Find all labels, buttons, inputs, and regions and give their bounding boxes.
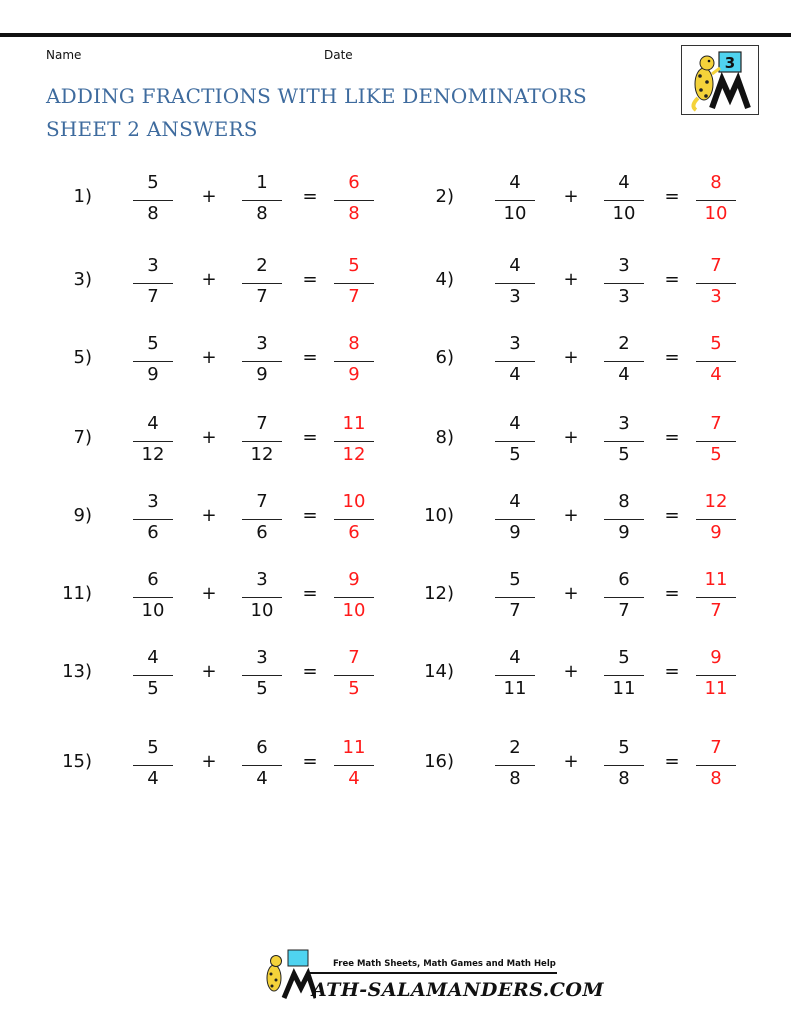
fraction-bar — [495, 765, 535, 766]
denominator: 4 — [618, 364, 630, 385]
problem-number: 3) — [73, 269, 92, 290]
numerator: 7 — [710, 413, 722, 434]
addend-fraction — [242, 567, 282, 627]
denominator: 11 — [612, 678, 636, 699]
answer-fraction — [334, 735, 374, 795]
numerator: 7 — [256, 413, 268, 434]
numerator: 5 — [147, 172, 159, 193]
addend-fraction — [133, 170, 173, 230]
answer-fraction — [334, 645, 374, 705]
equals-sign: = — [302, 583, 318, 604]
logo — [681, 45, 759, 115]
problem-number: 7) — [73, 427, 92, 448]
answer-fraction — [696, 645, 736, 705]
answer-fraction — [696, 567, 736, 627]
fraction-bar — [604, 200, 644, 201]
equals-sign: = — [302, 269, 318, 290]
fraction-bar — [604, 519, 644, 520]
fraction-bar — [604, 361, 644, 362]
denominator: 6 — [348, 522, 360, 543]
numerator: 6 — [618, 569, 630, 590]
fraction-bar — [334, 441, 374, 442]
denominator: 8 — [348, 203, 360, 224]
fraction-bar — [334, 675, 374, 676]
fraction-bar — [133, 283, 173, 284]
plus-sign: + — [563, 269, 579, 290]
numerator: 2 — [618, 333, 630, 354]
equals-sign: = — [664, 505, 680, 526]
numerator: 5 — [710, 333, 722, 354]
denominator: 8 — [256, 203, 268, 224]
numerator: 9 — [710, 647, 722, 668]
numerator: 3 — [256, 569, 268, 590]
fraction-bar — [696, 675, 736, 676]
addend-fraction — [604, 253, 644, 313]
problem-number: 14) — [424, 661, 454, 682]
numerator: 5 — [147, 737, 159, 758]
denominator: 8 — [147, 203, 159, 224]
denominator: 10 — [250, 600, 274, 621]
numerator: 4 — [147, 647, 159, 668]
addend-fraction — [133, 645, 173, 705]
plus-sign: + — [563, 427, 579, 448]
numerator: 5 — [348, 255, 360, 276]
denominator: 7 — [710, 600, 722, 621]
problem-number: 10) — [424, 505, 454, 526]
addend-fraction — [495, 489, 535, 549]
addend-fraction — [495, 331, 535, 391]
numerator: 4 — [147, 413, 159, 434]
addend-fraction — [242, 411, 282, 471]
plus-sign: + — [563, 347, 579, 368]
addend-fraction — [604, 411, 644, 471]
problem-number: 15) — [62, 751, 92, 772]
addend-fraction — [133, 567, 173, 627]
denominator: 7 — [618, 600, 630, 621]
equals-sign: = — [302, 661, 318, 682]
plus-sign: + — [563, 583, 579, 604]
equals-sign: = — [664, 661, 680, 682]
equals-sign: = — [302, 751, 318, 772]
numerator: 6 — [256, 737, 268, 758]
fraction-bar — [334, 765, 374, 766]
problem-number: 5) — [73, 347, 92, 368]
numerator: 11 — [342, 413, 366, 434]
numerator: 8 — [348, 333, 360, 354]
problem-number: 4) — [435, 269, 454, 290]
plus-sign: + — [201, 583, 217, 604]
fraction-bar — [133, 675, 173, 676]
fraction-bar — [334, 283, 374, 284]
numerator: 11 — [704, 569, 728, 590]
denominator: 10 — [141, 600, 165, 621]
answer-fraction — [696, 170, 736, 230]
denominator: 8 — [710, 768, 722, 789]
numerator: 3 — [256, 333, 268, 354]
plus-sign: + — [563, 661, 579, 682]
footer-brand: ATH-SALAMANDERS.COM — [312, 979, 604, 1001]
plus-sign: + — [201, 751, 217, 772]
addend-fraction — [604, 735, 644, 795]
denominator: 9 — [618, 522, 630, 543]
fraction-bar — [242, 361, 282, 362]
addend-fraction — [495, 170, 535, 230]
denominator: 5 — [348, 678, 360, 699]
answer-fraction — [696, 735, 736, 795]
equals-sign: = — [302, 427, 318, 448]
page-subtitle: SHEET 2 ANSWERS — [46, 117, 258, 141]
equals-sign: = — [664, 269, 680, 290]
fraction-bar — [242, 597, 282, 598]
answer-fraction — [334, 331, 374, 391]
numerator: 11 — [342, 737, 366, 758]
problem-number: 1) — [73, 186, 92, 207]
numerator: 5 — [147, 333, 159, 354]
addend-fraction — [242, 170, 282, 230]
denominator: 4 — [710, 364, 722, 385]
numerator: 3 — [256, 647, 268, 668]
numerator: 8 — [618, 491, 630, 512]
denominator: 9 — [348, 364, 360, 385]
addend-fraction — [242, 645, 282, 705]
answer-fraction — [334, 411, 374, 471]
denominator: 10 — [704, 203, 728, 224]
answer-fraction — [696, 411, 736, 471]
denominator: 5 — [618, 444, 630, 465]
fraction-bar — [242, 441, 282, 442]
denominator: 11 — [503, 678, 527, 699]
numerator: 1 — [256, 172, 268, 193]
fraction-bar — [334, 597, 374, 598]
numerator: 4 — [509, 172, 521, 193]
problem-number: 16) — [424, 751, 454, 772]
equals-sign: = — [664, 583, 680, 604]
addend-fraction — [604, 331, 644, 391]
addend-fraction — [495, 253, 535, 313]
fraction-bar — [696, 597, 736, 598]
plus-sign: + — [201, 269, 217, 290]
answer-fraction — [696, 489, 736, 549]
numerator: 12 — [704, 491, 728, 512]
numerator: 5 — [618, 647, 630, 668]
denominator: 7 — [147, 286, 159, 307]
problem-number: 2) — [435, 186, 454, 207]
denominator: 4 — [509, 364, 521, 385]
fraction-bar — [334, 519, 374, 520]
addend-fraction — [604, 567, 644, 627]
denominator: 11 — [704, 678, 728, 699]
numerator: 3 — [509, 333, 521, 354]
fraction-bar — [495, 200, 535, 201]
addend-fraction — [495, 411, 535, 471]
equals-sign: = — [664, 186, 680, 207]
denominator: 12 — [250, 444, 274, 465]
numerator: 7 — [710, 255, 722, 276]
denominator: 8 — [509, 768, 521, 789]
equals-sign: = — [302, 505, 318, 526]
addend-fraction — [495, 567, 535, 627]
denominator: 10 — [342, 600, 366, 621]
fraction-bar — [696, 200, 736, 201]
fraction-bar — [604, 597, 644, 598]
answer-fraction — [696, 253, 736, 313]
denominator: 9 — [147, 364, 159, 385]
numerator: 6 — [348, 172, 360, 193]
numerator: 7 — [348, 647, 360, 668]
addend-fraction — [604, 489, 644, 549]
denominator: 4 — [147, 768, 159, 789]
plus-sign: + — [201, 427, 217, 448]
numerator: 10 — [342, 491, 366, 512]
footer-rule — [307, 972, 557, 974]
denominator: 9 — [256, 364, 268, 385]
top-rule — [0, 33, 791, 37]
equals-sign: = — [302, 186, 318, 207]
numerator: 4 — [618, 172, 630, 193]
fraction-bar — [242, 200, 282, 201]
fraction-bar — [696, 283, 736, 284]
numerator: 5 — [618, 737, 630, 758]
addend-fraction — [604, 645, 644, 705]
addend-fraction — [133, 253, 173, 313]
plus-sign: + — [201, 186, 217, 207]
numerator: 3 — [147, 491, 159, 512]
fraction-bar — [495, 675, 535, 676]
page-title: ADDING FRACTIONS WITH LIKE DENOMINATORS — [46, 84, 587, 108]
fraction-bar — [133, 441, 173, 442]
plus-sign: + — [201, 347, 217, 368]
fraction-bar — [242, 675, 282, 676]
denominator: 9 — [509, 522, 521, 543]
addend-fraction — [133, 411, 173, 471]
problem-number: 11) — [62, 583, 92, 604]
equals-sign: = — [664, 751, 680, 772]
addend-fraction — [242, 735, 282, 795]
numerator: 3 — [147, 255, 159, 276]
name-label: Name — [46, 48, 82, 62]
addend-fraction — [133, 735, 173, 795]
addend-fraction — [495, 645, 535, 705]
problem-number: 12) — [424, 583, 454, 604]
footer-tagline: Free Math Sheets, Math Games and Math Help — [333, 959, 556, 969]
addend-fraction — [495, 735, 535, 795]
denominator: 6 — [147, 522, 159, 543]
plus-sign: + — [563, 505, 579, 526]
answer-fraction — [334, 489, 374, 549]
answer-fraction — [334, 170, 374, 230]
date-label: Date — [324, 48, 353, 62]
addend-fraction — [133, 489, 173, 549]
numerator: 2 — [256, 255, 268, 276]
equals-sign: = — [664, 427, 680, 448]
numerator: 4 — [509, 491, 521, 512]
denominator: 5 — [147, 678, 159, 699]
denominator: 7 — [256, 286, 268, 307]
fraction-bar — [696, 519, 736, 520]
fraction-bar — [133, 200, 173, 201]
fraction-bar — [242, 519, 282, 520]
fraction-bar — [604, 283, 644, 284]
numerator: 7 — [256, 491, 268, 512]
denominator: 8 — [618, 768, 630, 789]
plus-sign: + — [201, 661, 217, 682]
numerator: 2 — [509, 737, 521, 758]
denominator: 3 — [509, 286, 521, 307]
problem-number: 8) — [435, 427, 454, 448]
fraction-bar — [133, 597, 173, 598]
numerator: 3 — [618, 413, 630, 434]
fraction-bar — [133, 361, 173, 362]
denominator: 10 — [503, 203, 527, 224]
fraction-bar — [334, 200, 374, 201]
denominator: 5 — [509, 444, 521, 465]
denominator: 3 — [710, 286, 722, 307]
answer-fraction — [334, 567, 374, 627]
problem-number: 13) — [62, 661, 92, 682]
fraction-bar — [696, 765, 736, 766]
salamander-logo-icon — [682, 46, 758, 114]
numerator: 6 — [147, 569, 159, 590]
addend-fraction — [242, 331, 282, 391]
numerator: 9 — [348, 569, 360, 590]
denominator: 6 — [256, 522, 268, 543]
plus-sign: + — [201, 505, 217, 526]
numerator: 4 — [509, 647, 521, 668]
fraction-bar — [133, 519, 173, 520]
footer-salamander-icon — [258, 948, 316, 1000]
numerator: 5 — [509, 569, 521, 590]
denominator: 5 — [256, 678, 268, 699]
denominator: 3 — [618, 286, 630, 307]
denominator: 12 — [141, 444, 165, 465]
numerator: 8 — [710, 172, 722, 193]
answer-fraction — [334, 253, 374, 313]
denominator: 5 — [710, 444, 722, 465]
numerator: 4 — [509, 255, 521, 276]
addend-fraction — [604, 170, 644, 230]
fraction-bar — [242, 765, 282, 766]
denominator: 10 — [612, 203, 636, 224]
fraction-bar — [133, 765, 173, 766]
fraction-bar — [495, 519, 535, 520]
answer-fraction — [696, 331, 736, 391]
numerator: 3 — [618, 255, 630, 276]
fraction-bar — [495, 283, 535, 284]
numerator: 4 — [509, 413, 521, 434]
fraction-bar — [495, 441, 535, 442]
plus-sign: + — [563, 751, 579, 772]
problem-number: 9) — [73, 505, 92, 526]
problem-number: 6) — [435, 347, 454, 368]
numerator: 7 — [710, 737, 722, 758]
denominator: 7 — [348, 286, 360, 307]
denominator: 7 — [509, 600, 521, 621]
fraction-bar — [696, 441, 736, 442]
logo-badge-text: 3 — [724, 54, 736, 72]
fraction-bar — [242, 283, 282, 284]
addend-fraction — [133, 331, 173, 391]
denominator: 12 — [342, 444, 366, 465]
fraction-bar — [696, 361, 736, 362]
denominator: 4 — [348, 768, 360, 789]
addend-fraction — [242, 253, 282, 313]
fraction-bar — [334, 361, 374, 362]
plus-sign: + — [563, 186, 579, 207]
addend-fraction — [242, 489, 282, 549]
fraction-bar — [604, 441, 644, 442]
fraction-bar — [495, 597, 535, 598]
fraction-bar — [604, 675, 644, 676]
equals-sign: = — [302, 347, 318, 368]
equals-sign: = — [664, 347, 680, 368]
fraction-bar — [604, 765, 644, 766]
denominator: 9 — [710, 522, 722, 543]
fraction-bar — [495, 361, 535, 362]
denominator: 4 — [256, 768, 268, 789]
